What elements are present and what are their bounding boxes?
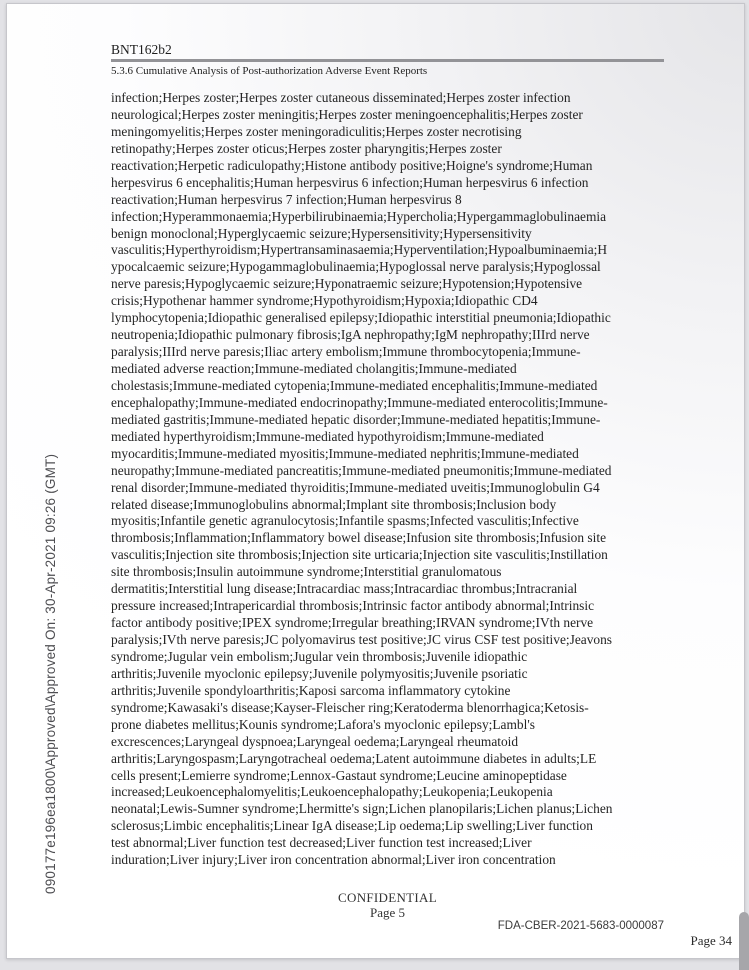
body-text-line: neuropathy;Immune-mediated pancreatitis;Immune-mediated pneumonitis;Immune-mediated bbox=[111, 462, 612, 478]
body-text-line: excrescences;Laryngeal dyspnoea;Laryngeal oedema;Laryngeal rheumatoid bbox=[111, 733, 519, 749]
body-text-line: test abnormal;Liver function test decreased;Liver function test increased;Liver bbox=[111, 835, 532, 851]
body-text-line: neurological;Herpes zoster meningitis;Herpes zoster meningoencephalitis;Herpes zoster bbox=[111, 106, 583, 122]
section-title: 5.3.6 Cumulative Analysis of Post-authorization Adverse Event Reports bbox=[111, 65, 428, 77]
viewer-page-number: Page 34 bbox=[690, 933, 732, 948]
body-text-line: vasculitis;Injection site thrombosis;Injection site urticaria;Injection site vasculitis;Instillation bbox=[111, 547, 608, 563]
body-text-line: encephalopathy;Immune-mediated endocrinopathy;Immune-mediated enterocolitis;Immune- bbox=[111, 394, 608, 410]
body-text-line: cholestasis;Immune-mediated cytopenia;Immune-mediated encephalitis;Immune-mediated bbox=[111, 377, 598, 393]
approval-watermark: 090177e196ea1800\Approved\Approved On: 30-Apr-2021 09:26 (GMT) bbox=[43, 453, 58, 894]
body-text-line: reactivation;Herpetic radiculopathy;Histone antibody positive;Hoigne's syndrome;Human bbox=[111, 157, 593, 173]
body-text-line: nerve paresis;Hypoglycaemic seizure;Hyponatraemic seizure;Hypotension;Hypotensive bbox=[111, 276, 583, 292]
document-id: BNT162b2 bbox=[111, 42, 172, 57]
body-text-line: lymphocytopenia;Idiopathic generalised epilepsy;Idiopathic interstitial pneumonia;Idiopathic bbox=[111, 310, 611, 326]
adverse-events-list bbox=[111, 90, 671, 869]
body-text-line: prone diabetes mellitus;Kounis syndrome;Lafora's myoclonic epilepsy;Lambl's bbox=[111, 716, 535, 732]
body-text-line: paralysis;IIIrd nerve paresis;Iliac artery embolism;Immune thrombocytopenia;Immune- bbox=[111, 344, 581, 360]
body-text-line: retinopathy;Herpes zoster oticus;Herpes zoster pharyngitis;Herpes zoster bbox=[111, 140, 502, 156]
body-text-line: herpesvirus 6 encephalitis;Human herpesvirus 6 infection;Human herpesvirus 6 infection bbox=[111, 174, 589, 190]
scrollbar-thumb[interactable] bbox=[739, 912, 749, 970]
body-text-line: syndrome;Kawasaki's disease;Kayser-Fleischer ring;Keratoderma blenorrhagica;Ketosis- bbox=[111, 699, 589, 715]
body-text-line: related disease;Immunoglobulins abnormal;Implant site thrombosis;Inclusion body bbox=[111, 496, 557, 512]
body-text-line: renal disorder;Immune-mediated thyroiditis;Immune-mediated uveitis;Immunoglobulin G4 bbox=[111, 479, 600, 495]
body-text-line: factor antibody positive;IPEX syndrome;Irregular breathing;IRVAN syndrome;IVth nerve bbox=[111, 615, 594, 631]
body-text-line: pressure increased;Intrapericardial thrombosis;Intrinsic factor antibody abnormal;Intrinsic bbox=[111, 598, 595, 614]
body-text-line: sclerosus;Limbic encephalitis;Linear IgA disease;Lip oedema;Lip swelling;Liver function bbox=[111, 818, 593, 834]
body-text-line: crisis;Hypothenar hammer syndrome;Hypothyroidism;Hypoxia;Idiopathic CD4 bbox=[111, 293, 538, 309]
body-text-line: infection;Hyperammonaemia;Hyperbilirubinaemia;Hypercholia;Hypergammaglobulinaemia bbox=[111, 208, 607, 224]
body-text-line: meningomyelitis;Herpes zoster meningoradiculitis;Herpes zoster necrotising bbox=[111, 123, 522, 139]
body-text-line: reactivation;Human herpesvirus 7 infection;Human herpesvirus 8 bbox=[111, 191, 462, 207]
body-text-line: induration;Liver injury;Liver iron concentration abnormal;Liver iron concentration bbox=[111, 852, 556, 868]
body-text-line: site thrombosis;Insulin autoimmune syndrome;Interstitial granulomatous bbox=[111, 564, 502, 580]
body-text-line: arthritis;Juvenile spondyloarthritis;Kaposi sarcoma inflammatory cytokine bbox=[111, 682, 511, 698]
body-text-line: increased;Leukoencephalomyelitis;Leukoencephalopathy;Leukopenia;Leukopenia bbox=[111, 784, 553, 800]
body-text-line: arthritis;Juvenile myoclonic epilepsy;Juvenile polymyositis;Juvenile psoriatic bbox=[111, 665, 528, 681]
pdf-page bbox=[6, 3, 745, 959]
body-text-line: neutropenia;Idiopathic pulmonary fibrosis;IgA nephropathy;IgM nephropathy;IIIrd nerve bbox=[111, 327, 590, 343]
body-text-line: syndrome;Jugular vein embolism;Jugular vein thrombosis;Juvenile idiopathic bbox=[111, 648, 528, 664]
body-text-line: vasculitis;Hyperthyroidism;Hypertransaminasaemia;Hyperventilation;Hypoalbuminaemia;H bbox=[111, 242, 608, 258]
body-text-line: thrombosis;Inflammation;Inflammatory bowel disease;Infusion site thrombosis;Infusion site bbox=[111, 530, 607, 546]
body-text-line: ypocalcaemic seizure;Hypogammaglobulinaemia;Hypoglossal nerve paralysis;Hypoglossal bbox=[111, 259, 601, 275]
body-text-line: mediated gastritis;Immune-mediated hepatic disorder;Immune-mediated hepatitis;Immune- bbox=[111, 411, 601, 427]
document-control-number: FDA-CBER-2021-5683-0000087 bbox=[497, 920, 664, 932]
body-text-line: paralysis;IVth nerve paresis;JC polyomavirus test positive;JC virus CSF test positive;Jeavons bbox=[111, 632, 612, 647]
confidential-label: CONFIDENTIAL bbox=[338, 890, 437, 905]
body-text-line: infection;Herpes zoster;Herpes zoster cutaneous disseminated;Herpes zoster infection bbox=[111, 90, 571, 105]
body-text-line: dermatitis;Interstitial lung disease;Intracardiac mass;Intracardiac thrombus;Intracranial bbox=[111, 581, 578, 597]
internal-page-number: Page 5 bbox=[369, 905, 406, 920]
header-rule bbox=[111, 59, 664, 62]
body-text-line: arthritis;Laryngospasm;Laryngotracheal oedema;Latent autoimmune diabetes in adults;LE bbox=[111, 750, 597, 766]
body-text-line: myocarditis;Immune-mediated myositis;Immune-mediated nephritis;Immune-mediated bbox=[111, 445, 579, 461]
body-text-line: myositis;Infantile genetic agranulocytosis;Infantile spasms;Infected vasculitis;Infective bbox=[111, 513, 579, 529]
body-text-line: benign monoclonal;Hyperglycaemic seizure;Hypersensitivity;Hypersensitivity bbox=[111, 225, 532, 241]
body-text-line: mediated hyperthyroidism;Immune-mediated hypothyroidism;Immune-mediated bbox=[111, 428, 544, 444]
body-text-line: neonatal;Lewis-Sumner syndrome;Lhermitte's sign;Lichen planopilaris;Lichen planus;Lichen bbox=[111, 801, 613, 817]
body-text-line: mediated adverse reaction;Immune-mediated cholangitis;Immune-mediated bbox=[111, 361, 517, 376]
body-text-line: cells present;Lemierre syndrome;Lennox-Gastaut syndrome;Leucine aminopeptidase bbox=[111, 767, 567, 783]
